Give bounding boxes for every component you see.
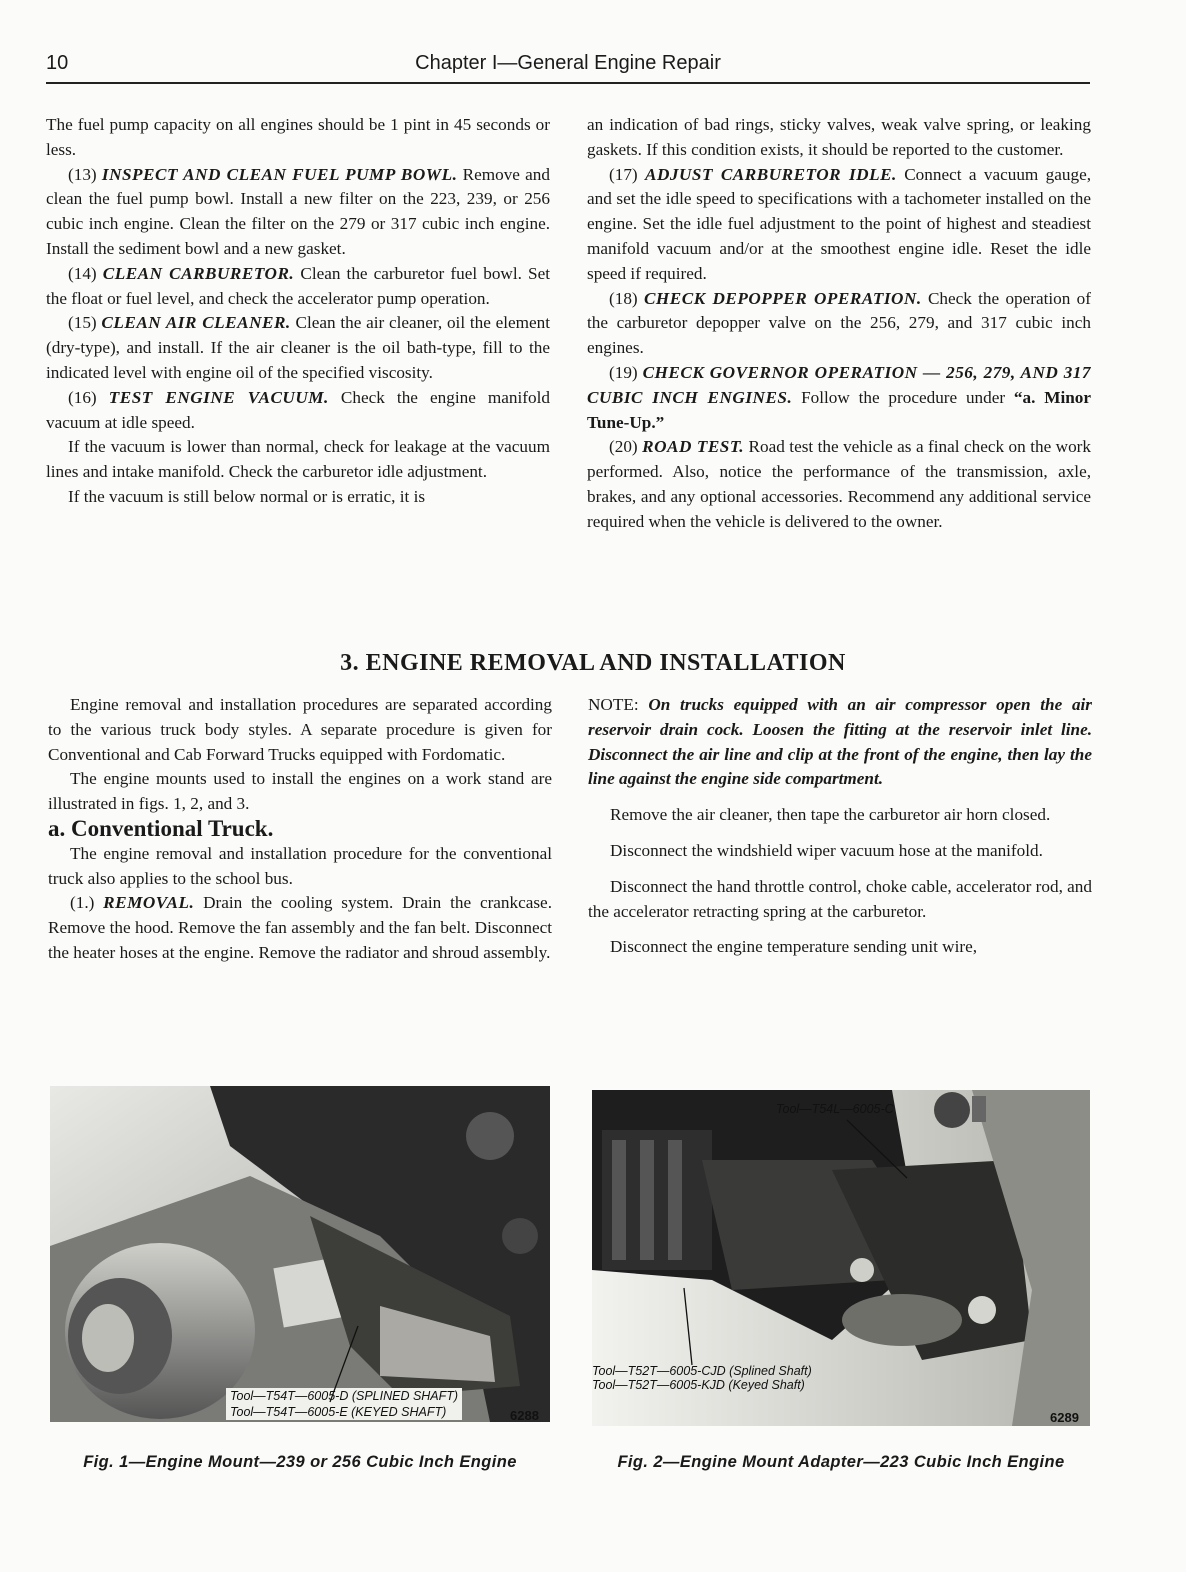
section-title: 3. ENGINE REMOVAL AND INSTALLATION bbox=[340, 650, 846, 676]
pointer-line bbox=[50, 1086, 550, 1422]
page-number: 10 bbox=[46, 52, 69, 74]
paragraph: The fuel pump capacity on all engines should be 1 pint in 45 seconds or less. bbox=[46, 115, 550, 159]
left-column-bottom bbox=[48, 693, 552, 966]
paragraph: an indication of bad rings, sticky valves, weak valve spring, or leaking gaskets. If this condition exists, it should be reported to the customer. bbox=[587, 115, 1091, 159]
paragraph: If the vacuum is lower than normal, check for leakage at the vacuum lines and intake manifold. Check the carburetor idle adjustment. bbox=[46, 437, 550, 482]
paragraph-step-14: (14) CLEAN CARBURETOR. Clean the carburetor fuel bowl. Set the float or fuel level, and check the accelerator pump operation. bbox=[46, 263, 550, 308]
figure-1-number: 6288 bbox=[510, 1408, 539, 1422]
chapter-title: Chapter I—General Engine Repair bbox=[415, 52, 721, 74]
paragraph: Remove the air cleaner, then tape the carburetor air horn closed. bbox=[610, 805, 1051, 825]
figure-2-caption: Fig. 2—Engine Mount Adapter—223 Cubic Inch Engine bbox=[617, 1453, 1065, 1471]
paragraph-step-15: (15) CLEAN AIR CLEANER. Clean the air cleaner, oil the element (dry-type), and install. If the air cleaner is the oil bath-type, fill to the indicated level with engine oil of the specified viscosity. bbox=[46, 313, 550, 382]
paragraph-step-13: (13) INSPECT AND CLEAN FUEL PUMP BOWL. Remove and clean the fuel pump bowl. Install a new filter on the 223, 239, or 256 cubic inch engine. Clean the filter on the 279 or 317 cubic inch engine. Install the sediment bowl and a new gasket. bbox=[46, 164, 550, 258]
tool-label-line-1: Tool—T52T—6005-CJD (Splined Shaft) bbox=[592, 1364, 812, 1378]
paragraph-step-16: (16) TEST ENGINE VACUUM. Check the engine manifold vacuum at idle speed. bbox=[46, 387, 550, 432]
paragraph-step-1: (1.) REMOVAL. Drain the cooling system. Drain the crankcase. Remove the hood. Remove the fan assembly and the fan belt. Disconnect the heater hoses at the engine. Remove the radiator and shroud assembly. bbox=[48, 893, 552, 962]
paragraph: Disconnect the engine temperature sending unit wire, bbox=[610, 937, 978, 957]
paragraph: The engine removal and installation procedure for the conventional truck also applies to the school bus. bbox=[48, 843, 552, 888]
subsection-heading: a. Conventional Truck. bbox=[48, 815, 274, 841]
paragraph: Disconnect the windshield wiper vacuum hose at the manifold. bbox=[610, 840, 1043, 860]
right-column-top bbox=[587, 113, 1091, 535]
paragraph: Disconnect the hand throttle control, choke cable, accelerator rod, and the accelerator retracting spring at the carburetor. bbox=[588, 876, 1092, 921]
paragraph-step-20: (20) ROAD TEST. Road test the vehicle as a final check on the work performed. Also, notice the performance of the transmission, axle, brakes, and any optional accessories. Recommend any additional service required when the vehicle is delivered to the owner. bbox=[587, 437, 1092, 531]
figure-1-caption: Fig. 1—Engine Mount—239 or 256 Cubic Inch Engine bbox=[83, 1453, 517, 1471]
figure-1-photo bbox=[50, 1086, 550, 1422]
paragraph-step-17: (17) ADJUST CARBURETOR IDLE. Connect a vacuum gauge, and set the idle speed to specifications with a tachometer installed on the engine. Set the idle fuel adjustment to the point of highest and steadiest manifold vacuum and/or at the smoothest engine idle. Reset the idle speed if required. bbox=[587, 164, 1092, 283]
paragraph-step-19: (19) CHECK GOVERNOR OPERATION — 256, 279, AND 317 CUBIC INCH ENGINES. Follow the procedure under “a. Minor Tune-Up.” bbox=[587, 362, 1092, 432]
left-column-top bbox=[46, 113, 550, 510]
tool-label-line-2: Tool—T52T—6005-KJD (Keyed Shaft) bbox=[592, 1378, 805, 1392]
tool-label-top: Tool—T54L—6005-C bbox=[776, 1102, 894, 1116]
tool-label-line-2: Tool—T54T—6005-E (KEYED SHAFT) bbox=[226, 1404, 462, 1420]
page-header bbox=[46, 52, 1090, 84]
note-paragraph: NOTE: On trucks equipped with an air compressor open the air reservoir drain cock. Loosen the fitting at the reservoir inlet line. Disconnect the air line and clip at the front of the engine, then lay the line against the engine side compartment. bbox=[588, 695, 1092, 789]
paragraph-step-18: (18) CHECK DEPOPPER OPERATION. Check the operation of the carburetor depopper valve on the 256, 279, and 317 cubic inch engines. bbox=[587, 288, 1091, 358]
tool-label-line-1: Tool—T54T—6005-D (SPLINED SHAFT) bbox=[226, 1388, 462, 1404]
paragraph: If the vacuum is still below normal or is erratic, it is bbox=[68, 486, 426, 506]
paragraph: The engine mounts used to install the engines on a work stand are illustrated in figs. 1, 2, and 3. bbox=[48, 769, 552, 814]
figure-2-photo bbox=[592, 1090, 1090, 1426]
figure-2-number: 6289 bbox=[1050, 1410, 1079, 1425]
paragraph: Engine removal and installation procedures are separated according to the various truck body styles. A separate procedure is given for Conventional and Cab Forward Trucks equipped with Fordomatic. bbox=[48, 695, 552, 764]
right-column-bottom bbox=[588, 693, 1092, 960]
